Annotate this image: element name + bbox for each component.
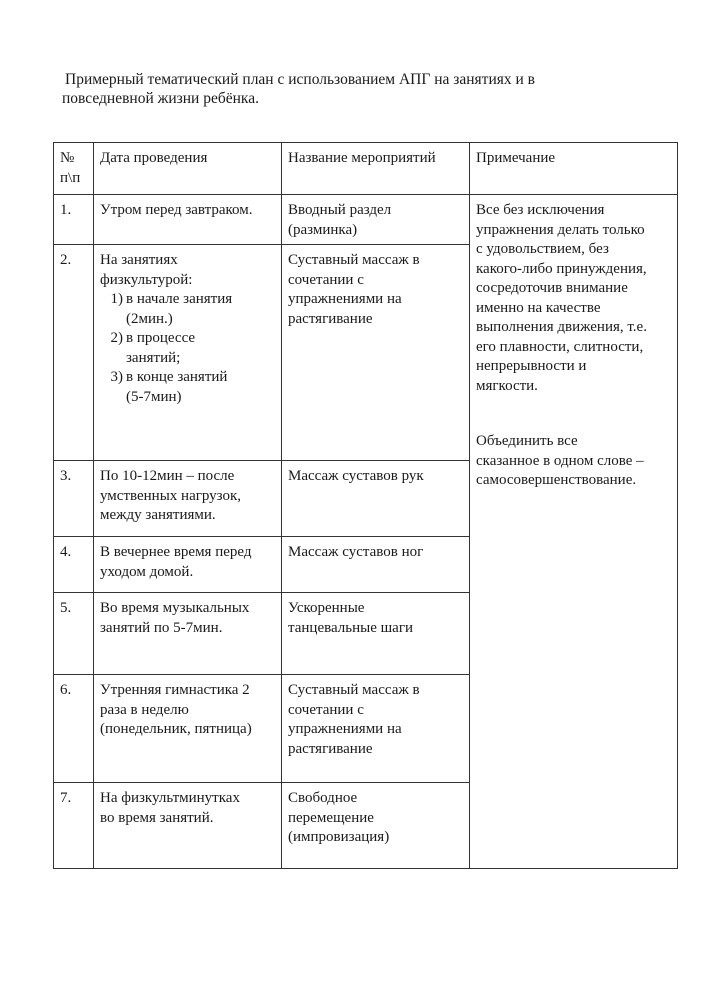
row-number: 2.: [54, 245, 94, 461]
row-number: 4.: [54, 537, 94, 593]
row-date: На занятиях физкультурой: 1) в начале занятия (2мин.) 2) в процессе занятий; 3) в конце занятий (5-7мин): [94, 245, 282, 461]
row-activity: Суставный массаж в сочетании с упражнениями на растягивание: [282, 675, 470, 783]
row-date: На физкультминутках во время занятий.: [94, 783, 282, 869]
note-cell: Все без исключения упражнения делать только с удовольствием, без какого-либо принуждения, сосредоточив внимание именно на качестве выполнения движения, т.е. его плавности, слитности, непрерывности и мягкости. Объединить все сказанное в одном слове – самосовершенствование.: [470, 195, 678, 869]
row-activity: Массаж суставов ног: [282, 537, 470, 593]
title-line-1: Примерный тематический план с использованием АПГ на занятиях и в: [65, 71, 535, 88]
row-date: Утром перед завтраком.: [94, 195, 282, 245]
stage-item: 3) в конце занятий (5-7мин): [110, 369, 228, 405]
header-number: № п\п: [54, 143, 94, 195]
header-date: Дата проведения: [94, 143, 282, 195]
header-activity-name: Название мероприятий: [282, 143, 470, 195]
row-date: По 10-12мин – после умственных нагрузок, между занятиями.: [94, 461, 282, 537]
table-header-row: [54, 143, 678, 195]
header-note: Примечание: [470, 143, 678, 195]
page-title: [62, 70, 662, 108]
row-date: Утренняя гимнастика 2 раза в неделю (понедельник, пятница): [94, 675, 282, 783]
row-activity: Суставный массаж в сочетании с упражнениями на растягивание: [282, 245, 470, 461]
stage-item: 2) в процессе занятий;: [110, 330, 196, 366]
row-number: 5.: [54, 593, 94, 675]
row-number: 3.: [54, 461, 94, 537]
row-activity: Вводный раздел (разминка): [282, 195, 470, 245]
row-activity: Массаж суставов рук: [282, 461, 470, 537]
stage-item: 1) в начале занятия (2мин.): [110, 291, 233, 327]
row-number: 6.: [54, 675, 94, 783]
row-number: 1.: [54, 195, 94, 245]
row-date: В вечернее время перед уходом домой.: [94, 537, 282, 593]
table-row: [54, 195, 678, 245]
title-line-2: повседневной жизни ребёнка.: [62, 90, 259, 107]
thematic-plan-table: [53, 142, 678, 869]
row-activity: Свободное перемещение (импровизация): [282, 783, 470, 869]
row-number: 7.: [54, 783, 94, 869]
stage-list: [100, 290, 275, 407]
row-activity: Ускоренные танцевальные шаги: [282, 593, 470, 675]
row-date: Во время музыкальных занятий по 5-7мин.: [94, 593, 282, 675]
